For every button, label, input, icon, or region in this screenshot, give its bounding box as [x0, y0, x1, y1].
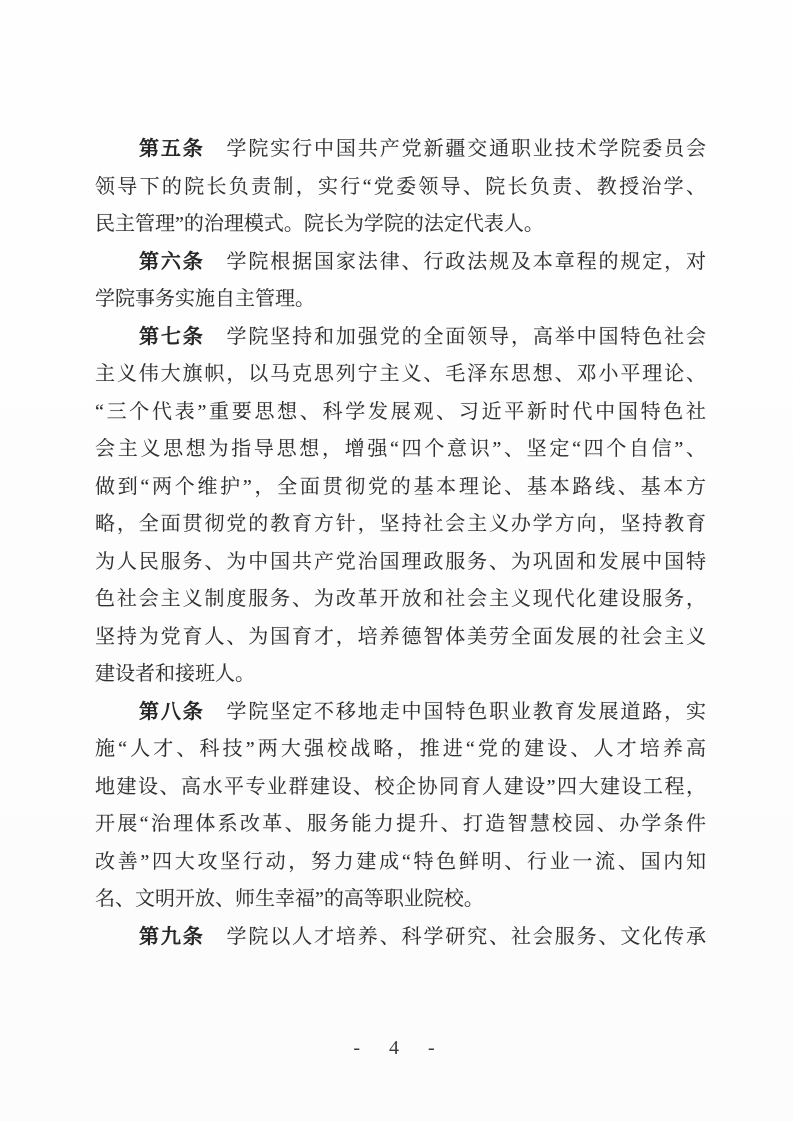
line-text: 为人民服务、为中国共产党治国理政服务、为巩固和发展中国特 [95, 550, 706, 573]
line-text: 坚持为党育人、为国育才，培养德智体美劳全面发展的社会主义 [95, 625, 706, 648]
text-line [95, 731, 706, 769]
line-text: 改善”四大攻坚行动，努力建成“特色鲜明、行业一流、国内知 [95, 850, 706, 873]
article-number-label: 第九条 [139, 925, 205, 948]
text-line [95, 806, 706, 844]
text-line [95, 169, 706, 207]
line-text: 色社会主义制度服务、为改革开放和社会主义现代化建设服务， [95, 588, 706, 610]
text-line [95, 656, 706, 694]
text-line [95, 244, 706, 282]
line-text: 学院以人才培养、科学研究、社会服务、文化传承 [226, 925, 706, 948]
line-text: 学院坚持和加强党的全面领导，高举中国特色社会 [226, 325, 706, 348]
paragraph [95, 131, 706, 244]
line-text: 领导下的院长负责制，实行“党委领导、院长负责、教授治学、 [95, 175, 706, 198]
text-line [95, 544, 706, 582]
paragraph [95, 919, 706, 957]
text-line [95, 394, 706, 432]
text-line [95, 919, 706, 957]
line-text: 学院事务实施自主管理。 [95, 288, 315, 310]
text-line [95, 281, 706, 319]
line-text: 施“人才、科技”两大强校战略，推进“党的建设、人才培养高 [95, 738, 706, 760]
paragraph [95, 694, 706, 919]
page-number: - 4 - [353, 1037, 440, 1059]
line-text: 开展“治理体系改革、服务能力提升、打造智慧校园、办学条件 [95, 813, 706, 835]
line-text: “三个代表”重要思想、科学发展观、习近平新时代中国特色社 [95, 400, 706, 423]
text-line [95, 206, 706, 244]
text-line [95, 356, 706, 394]
article-number-label: 第六条 [139, 250, 205, 273]
label-gap [205, 138, 227, 160]
document-body [95, 131, 706, 956]
line-text: 地建设、高水平专业群建设、校企协同育人建设”四大建设工程， [95, 775, 706, 798]
label-gap [205, 926, 227, 948]
text-line [95, 431, 706, 469]
text-line [95, 769, 706, 807]
label-gap [205, 701, 227, 723]
text-line [95, 131, 706, 169]
text-line [95, 469, 706, 507]
line-text: 主义伟大旗帜，以马克思列宁主义、毛泽东思想、邓小平理论、 [95, 363, 706, 385]
line-text: 学院实行中国共产党新疆交通职业技术学院委员会 [226, 138, 706, 160]
label-gap [205, 326, 227, 348]
label-gap [205, 251, 227, 273]
line-text: 民主管理”的治理模式。院长为学院的法定代表人。 [95, 213, 544, 235]
article-number-label: 第七条 [139, 325, 205, 348]
line-text: 名、文明开放、师生幸福”的高等职业院校。 [95, 888, 484, 910]
text-line [95, 694, 706, 732]
article-number-label: 第八条 [139, 700, 205, 723]
text-line [95, 619, 706, 657]
line-text: 建设者和接班人。 [95, 663, 255, 685]
text-line [95, 881, 706, 919]
article-number-label: 第五条 [139, 138, 205, 160]
text-line [95, 506, 706, 544]
line-text: 学院根据国家法律、行政法规及本章程的规定，对 [226, 250, 706, 273]
line-text: 略，全面贯彻党的教育方针，坚持社会主义办学方向，坚持教育 [95, 513, 706, 535]
paragraph [95, 244, 706, 319]
line-text: 做到“两个维护”，全面贯彻党的基本理论、基本路线、基本方 [95, 475, 706, 498]
text-line [95, 844, 706, 882]
line-text: 学院坚定不移地走中国特色职业教育发展道路，实 [226, 700, 706, 723]
line-text: 会主义思想为指导思想，增强“四个意识”、坚定“四个自信”、 [95, 438, 706, 460]
paragraph [95, 319, 706, 694]
text-line [95, 319, 706, 357]
text-line [95, 581, 706, 619]
